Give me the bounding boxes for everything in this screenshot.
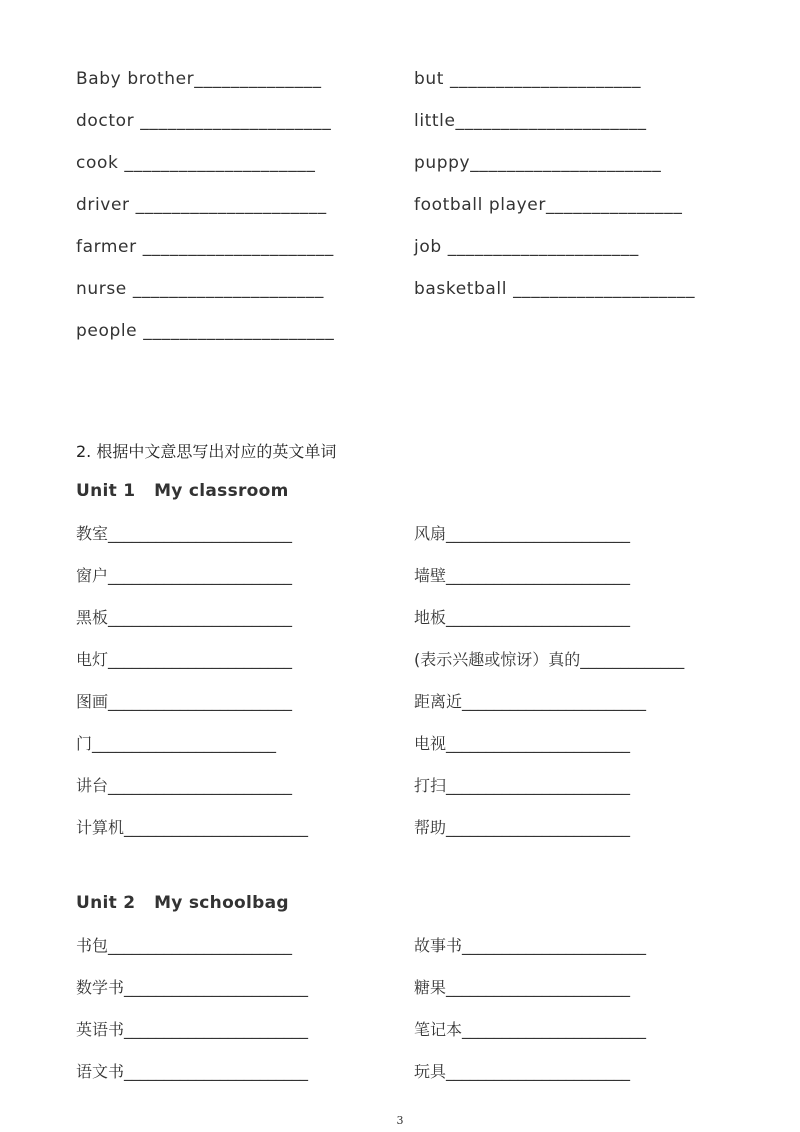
vocab-item: 地板_______________________ xyxy=(414,608,631,627)
vocab-item: 书包_______________________ xyxy=(76,936,293,955)
vocab-item: 讲台_______________________ xyxy=(76,776,293,795)
vocab-item: people _____________________ xyxy=(76,321,335,341)
vocab-item: (表示兴趣或惊讶）真的_____________ xyxy=(414,650,685,669)
section-heading: 2. 根据中文意思写出对应的英文单词 xyxy=(76,442,337,461)
vocab-item: 玩具_______________________ xyxy=(414,1062,631,1081)
vocab-item: 窗户_______________________ xyxy=(76,566,293,585)
vocab-item: 电灯_______________________ xyxy=(76,650,293,669)
page-number: 3 xyxy=(396,1114,404,1127)
vocab-item: 距离近_______________________ xyxy=(414,692,647,711)
vocab-item: 墙壁_______________________ xyxy=(414,566,631,585)
vocab-item: little_____________________ xyxy=(414,111,647,131)
vocab-item: but _____________________ xyxy=(414,69,642,89)
vocab-item: job _____________________ xyxy=(414,237,639,257)
vocab-item: 英语书_______________________ xyxy=(76,1020,309,1039)
vocab-item: 风扇_______________________ xyxy=(414,524,631,543)
vocab-item: football player_______________ xyxy=(414,195,683,215)
unit2-title: Unit 2 My schoolbag xyxy=(76,893,289,913)
vocab-item: 黑板_______________________ xyxy=(76,608,293,627)
vocab-item: 糖果_______________________ xyxy=(414,978,631,997)
vocab-item: 语文书_______________________ xyxy=(76,1062,309,1081)
vocab-item: 笔记本_______________________ xyxy=(414,1020,647,1039)
vocab-item: 教室_______________________ xyxy=(76,524,293,543)
vocab-item: puppy_____________________ xyxy=(414,153,662,173)
vocab-item: 电视_______________________ xyxy=(414,734,631,753)
vocab-item: doctor _____________________ xyxy=(76,111,332,131)
vocab-item: 故事书_______________________ xyxy=(414,936,647,955)
vocab-item: 门_______________________ xyxy=(76,734,277,753)
vocab-item: 打扫_______________________ xyxy=(414,776,631,795)
vocab-item: driver _____________________ xyxy=(76,195,327,215)
unit1-title: Unit 1 My classroom xyxy=(76,481,289,501)
vocab-item: 计算机_______________________ xyxy=(76,818,309,837)
vocab-item: basketball ____________________ xyxy=(414,279,696,299)
vocab-item: nurse _____________________ xyxy=(76,279,324,299)
vocab-item: farmer _____________________ xyxy=(76,237,334,257)
vocab-item: 数学书_______________________ xyxy=(76,978,309,997)
vocab-item: 图画_______________________ xyxy=(76,692,293,711)
vocab-item: 帮助_______________________ xyxy=(414,818,631,837)
vocab-item: Baby brother______________ xyxy=(76,69,322,89)
vocab-item: cook _____________________ xyxy=(76,153,316,173)
